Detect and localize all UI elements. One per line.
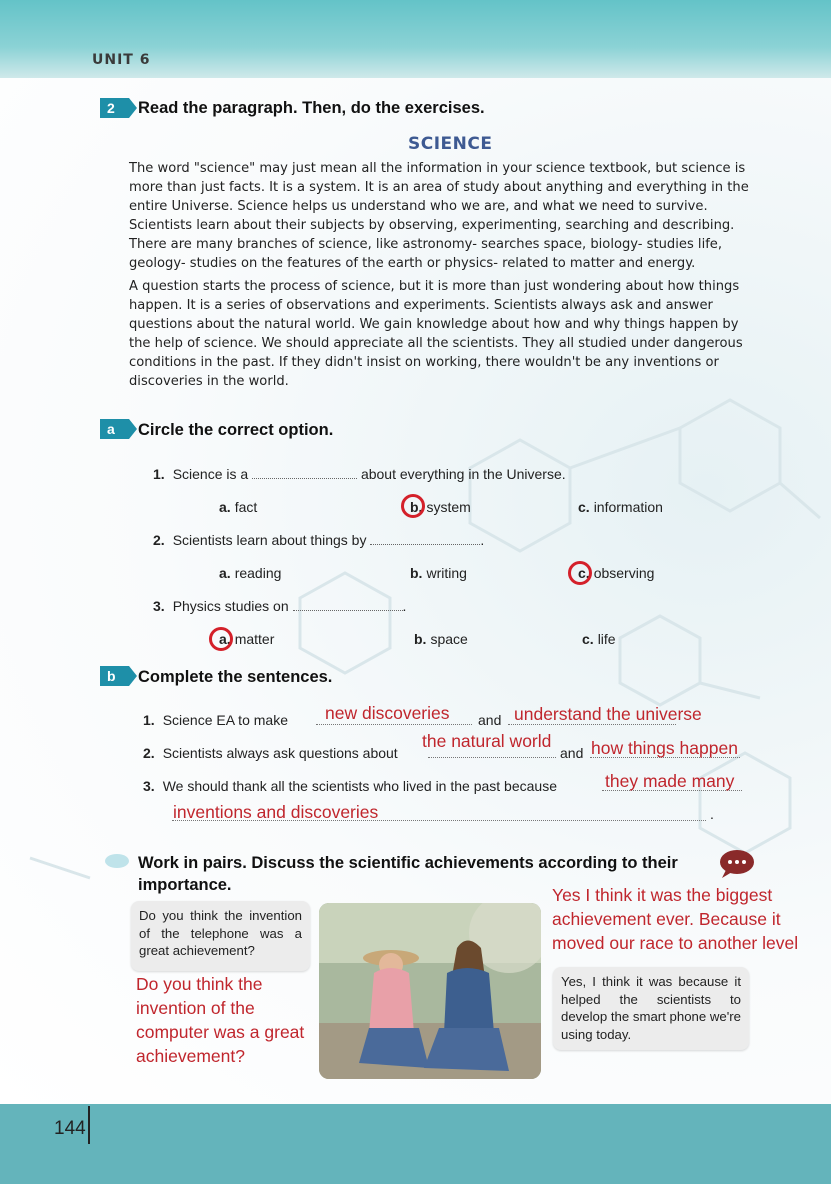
option-text: writing (426, 565, 467, 581)
sentence-text: Science EA to make (162, 712, 288, 728)
option-3b[interactable] (414, 631, 468, 647)
question-number: 2. (153, 532, 165, 548)
answer-circle-1 (401, 494, 425, 518)
question-text-end: . (402, 598, 407, 614)
sentence-text: Scientists always ask questions about (162, 745, 398, 761)
option-3c[interactable] (582, 631, 616, 647)
option-letter: a. (219, 631, 231, 647)
pairwork-icon (104, 852, 130, 870)
sentence-1-and: and (478, 712, 502, 728)
passage-title: SCIENCE (408, 134, 493, 154)
option-text: matter (234, 631, 275, 647)
option-letter: b. (410, 565, 423, 581)
handwritten-line: achievement ever. Because it (552, 909, 781, 929)
option-letter: c. (578, 565, 590, 581)
option-letter: c. (578, 499, 590, 515)
handwritten-answer: new discoveries (325, 703, 450, 723)
option-1a[interactable] (219, 499, 257, 515)
page-number: 144 (54, 1118, 86, 1139)
question-text: Physics studies on (172, 598, 289, 614)
exercise-b-instruction: Complete the sentences. (138, 668, 333, 686)
handwritten-line: Yes I think it was the biggest (552, 885, 773, 905)
option-2a[interactable] (219, 565, 281, 581)
photo-two-girls (319, 903, 541, 1079)
option-letter: c. (582, 631, 594, 647)
answer-blank[interactable] (293, 598, 403, 611)
handwritten-question (136, 972, 326, 1068)
exercise-number-badge (100, 98, 129, 118)
question-number: 3. (153, 598, 165, 614)
question-text: Science is a (172, 466, 249, 482)
handwritten-answer: the natural world (422, 731, 552, 751)
photo-illustration (319, 903, 541, 1079)
sentence-number: 2. (143, 745, 155, 761)
question-text-end: about everything in the Universe. (360, 466, 566, 482)
option-text: space (430, 631, 468, 647)
handwritten-line: achievement? (136, 1046, 245, 1066)
speech-bubble-left: Do you think the invention of the telephone was a great achievement? (131, 901, 310, 971)
answer-circle-3 (209, 627, 233, 651)
handwritten-line: computer was a great (136, 1022, 305, 1042)
option-letter: b. (414, 631, 427, 647)
unit-label: UNIT 6 (92, 52, 151, 68)
option-text: fact (234, 499, 258, 515)
pairwork-instruction-1: Work in pairs. Discuss the scientific achievements according to their (138, 854, 678, 872)
page-number-divider (88, 1106, 90, 1144)
question-text: Scientists learn about things by (172, 532, 367, 548)
sentence-text: We should thank all the scientists who lived in the past because (162, 778, 557, 794)
speech-bubble-icon (718, 848, 756, 878)
exercise-b-badge (100, 666, 129, 686)
option-text: reading (234, 565, 282, 581)
question-2 (153, 532, 484, 548)
pairwork-instruction-2: importance. (138, 876, 232, 894)
handwritten-answer: how things happen (591, 738, 738, 758)
option-letter: a. (219, 565, 231, 581)
question-1 (153, 466, 566, 482)
option-1c[interactable] (578, 499, 663, 515)
handwritten-answer: they made many (605, 771, 735, 791)
question-text-end: . (480, 532, 485, 548)
answer-blank[interactable] (370, 532, 480, 545)
sentence-number: 1. (143, 712, 155, 728)
bottom-banner (0, 1104, 831, 1184)
answer-blank[interactable] (252, 466, 357, 479)
option-text: information (593, 499, 663, 515)
exercise-a-instruction: Circle the correct option. (138, 421, 334, 439)
handwritten-reply (552, 883, 822, 955)
sentence-2-and: and (560, 745, 584, 761)
passage-paragraph-1: The word "science" may just mean all the information in your science textbook, but science is more than just facts. It is a system. It is an area of study about anything and everything in the entire Universe. Science helps us understand who we are, and what we need to survive. Scientists learn about their subjects by observing, experimenting, searching and describing. There are many branches of science, like astronomy- searches space, biology- studies life, geology- studies on the features of the earth or physics- related to matter and energy. (129, 161, 749, 272)
option-letter: a. (219, 499, 231, 515)
passage-paragraph-2: A question starts the process of science, but it is more than just wondering about how things happen. It is a series of observations and experiments. Scientists always ask and answer questions about the natural world. We gain knowledge about how and why things happen by the help of science. We should appreciate all the scientists. They all studied under dangerous conditions in the past. If they didn't insist on working, there wouldn't be any inventions or discoveries in the world. (129, 279, 743, 390)
speech-bubble-right: Yes, I think it was because it helped the scientists to develop the smart phone we're using today. (553, 967, 749, 1050)
reading-instruction: Read the paragraph. Then, do the exercises. (138, 99, 485, 117)
handwritten-line: Do you think the (136, 974, 263, 994)
option-text: observing (593, 565, 655, 581)
question-3 (153, 598, 406, 614)
question-number: 1. (153, 466, 165, 482)
sentence-1 (143, 712, 288, 728)
exercise-b-letter: b (107, 668, 116, 684)
answer-line[interactable] (316, 724, 472, 725)
sentence-2 (143, 745, 398, 761)
sentence-number: 3. (143, 778, 155, 794)
exercise-number: 2 (107, 100, 115, 116)
option-letter: b. (410, 499, 423, 515)
sentence-3 (143, 778, 557, 794)
exercise-a-letter: a (107, 421, 115, 437)
handwritten-answer: understand the universe (514, 704, 702, 724)
option-text: system (426, 499, 471, 515)
handwritten-answer: inventions and discoveries (173, 802, 379, 822)
option-text: life (597, 631, 616, 647)
handwritten-line: invention of the (136, 998, 255, 1018)
handwritten-line: moved our race to another level (552, 933, 799, 953)
option-2b[interactable] (410, 565, 467, 581)
answer-circle-2 (568, 561, 592, 585)
sentence-3-end: . (710, 806, 714, 822)
answer-line[interactable] (428, 757, 556, 758)
exercise-a-badge (100, 419, 129, 439)
